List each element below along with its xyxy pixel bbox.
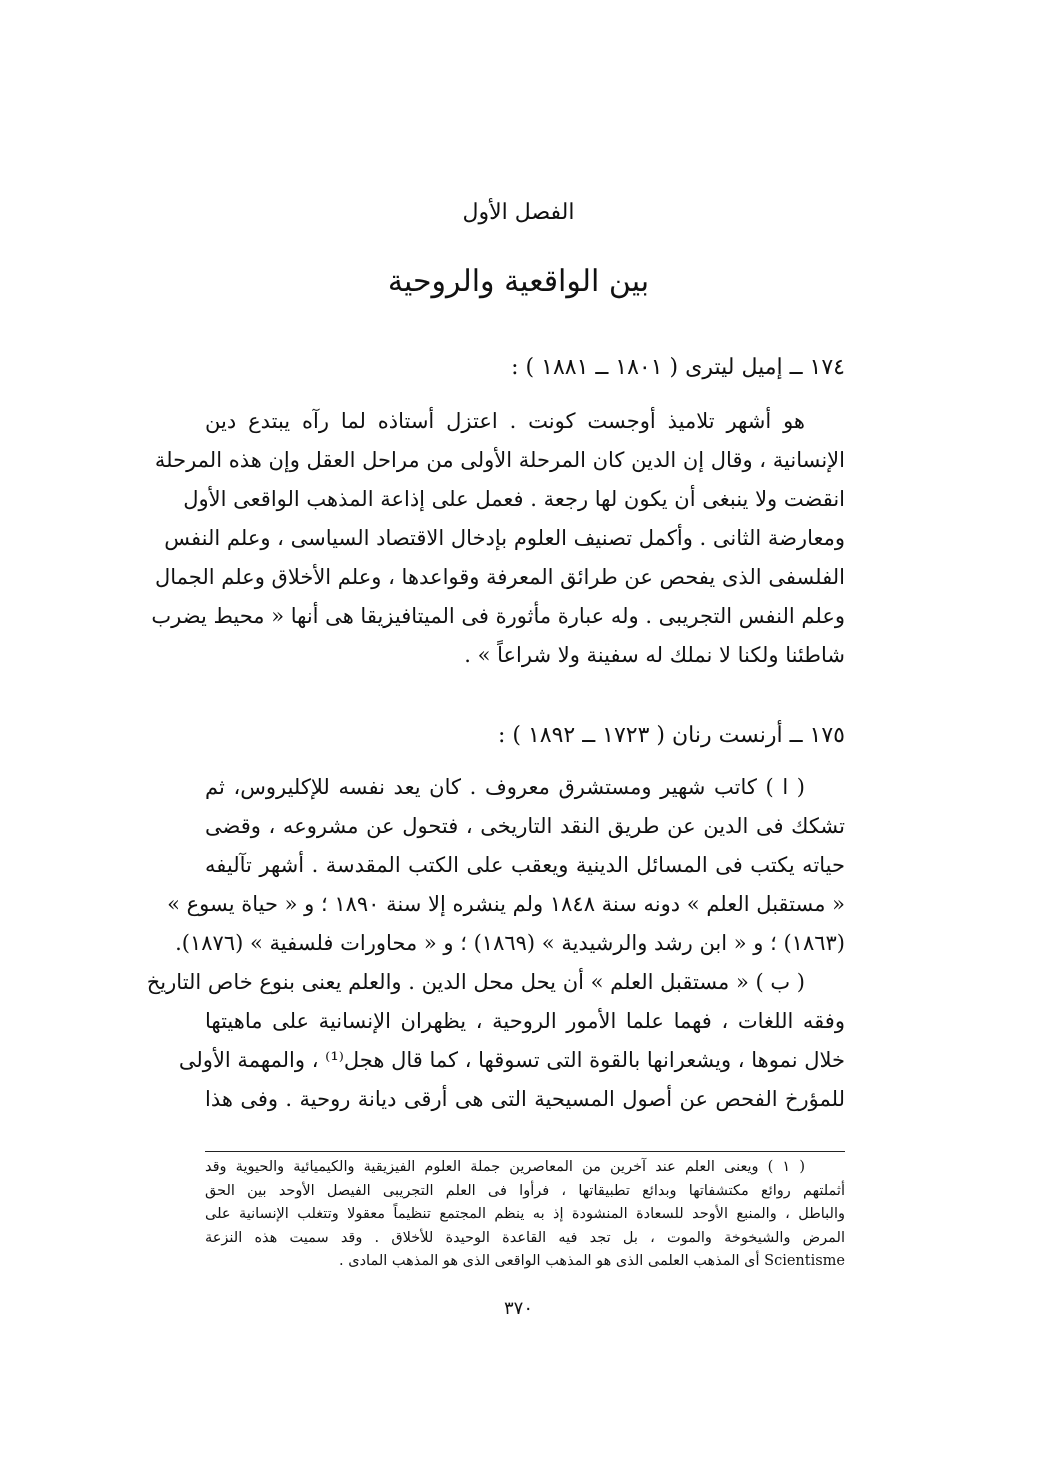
section-heading: ١٧٤ ــ إميل ليترى ( ١٨٠١ ــ ١٨٨١ ) : — [511, 355, 845, 380]
paragraph-line: ومعارضة الثانى . وأكمل تصنيف العلوم بإدخال الاقتصاد السياسى ، وعلم النفس — [164, 526, 845, 550]
paragraph-line: وفقه اللغات ، فهما علما الأمور الروحية ، يظهران الإنسانية على ماهيتها — [205, 1009, 845, 1033]
paragraph-line: للمؤرخ الفحص عن أصول المسيحية التى هى أرقى ديانة روحية . وفى هذا — [205, 1087, 845, 1111]
paragraph-line: ( ب ) « مستقبل العلم » أن يحل محل الدين . والعلم يعنى بنوع خاص التاريخ — [146, 970, 805, 994]
section-175-heading-block — [205, 721, 845, 751]
chapter-label: الفصل الأول — [462, 200, 575, 225]
section-174-body — [151, 402, 845, 675]
page-number: ٣٧٠ — [503, 1298, 533, 1319]
chapter-title: بين الواقعية والروحية — [387, 264, 650, 299]
paragraph-line: الفلسفى الذى يفحص عن طرائق المعرفة وقواعدها ، وعلم الأخلاق وعلم الجمال — [154, 565, 845, 589]
footnote-line: Scientisme أى المذهب العلمى الذى هو المذهب الواقعى الذى هو المذهب المادى . — [339, 1253, 845, 1269]
paragraph-line: هو أشهر تلاميذ أوجست كونت . اعتزل أستاذه لما رآه يبتدع دين — [205, 409, 805, 433]
paragraph-line: تشكك فى الدين عن طريق النقد التاريخى ، فتحول عن مشروعه ، وقضى — [205, 814, 845, 838]
paragraph-line: انقضت ولا ينبغى أن يكون لها رجعة . فعمل على إذاعة المذهب الواقعى الأول — [183, 487, 845, 511]
footnote-line: المرض والشيخوخة والموت ، بل تجد فيه القاعدة الوحيدة للأخلاق . وقد سميت هذه النزعة — [205, 1229, 845, 1246]
paragraph-line: ( ا ) كاتب شهير ومستشرق معروف . كان يعد نفسه للإكليروس، ثم — [205, 775, 805, 799]
paragraph-line: « مستقبل العلم » دونه سنة ١٨٤٨ ولم ينشره إلا سنة ١٨٩٠ ؛ و « حياة يسوع » — [167, 892, 845, 916]
paragraph-line: (١٨٦٣) ؛ و « ابن رشد والرشيدية » (١٨٦٩) ؛ و « محاورات فلسفية » (١٨٧٦). — [175, 931, 845, 955]
paragraph-line: خلال نموها ، ويشعرانها بالقوة التى تسوقها ، كما قال هجل⁽¹⁾ ، والمهمة الأولى — [178, 1048, 845, 1072]
footnote-line: والباطل ، والمنبع الأوحد للسعادة المنشودة إذ به ينظم المجتمع تنظيماً معقولا وتتغلب الإنسانية على — [205, 1206, 845, 1222]
section-175-body — [146, 768, 845, 1119]
paragraph-line: الإنسانية ، وقال إن الدين كان المرحلة الأولى من مراحل العقل وإن هذه المرحلة — [154, 448, 845, 472]
paragraph-line: حياته يكتب فى المسائل الدينية ويعقب على الكتب المقدسة . أشهر تآليفه — [205, 853, 845, 877]
footnote-line: أثملتهم روائع مكتشفاتها وبدائع تطبيقاتها ، فرأوا فى العلم التجريبى الفيصل الأوحد بين الحق — [205, 1182, 845, 1199]
paragraph-line: وعلم النفس التجريبى . وله عبارة مأثورة فى الميتافيزيقا هى أنها « محيط يضرب — [151, 604, 845, 628]
paragraph-line: شاطئنا ولكنا لا نملك له سفينة ولا شراعاً » . — [464, 643, 845, 667]
section-heading: ١٧٥ ــ أرنست رنان ( ١٧٢٣ ــ ١٨٩٢ ) : — [498, 723, 845, 748]
footnote — [205, 1156, 845, 1274]
footnote-line: ( ١ ) ويعنى العلم عند آخرين من المعاصرين جملة العلوم الفيزيقية والكيميائية والحيوية وقد — [205, 1159, 805, 1175]
footnote-separator — [205, 1151, 845, 1152]
section-174-heading-block — [205, 353, 845, 383]
